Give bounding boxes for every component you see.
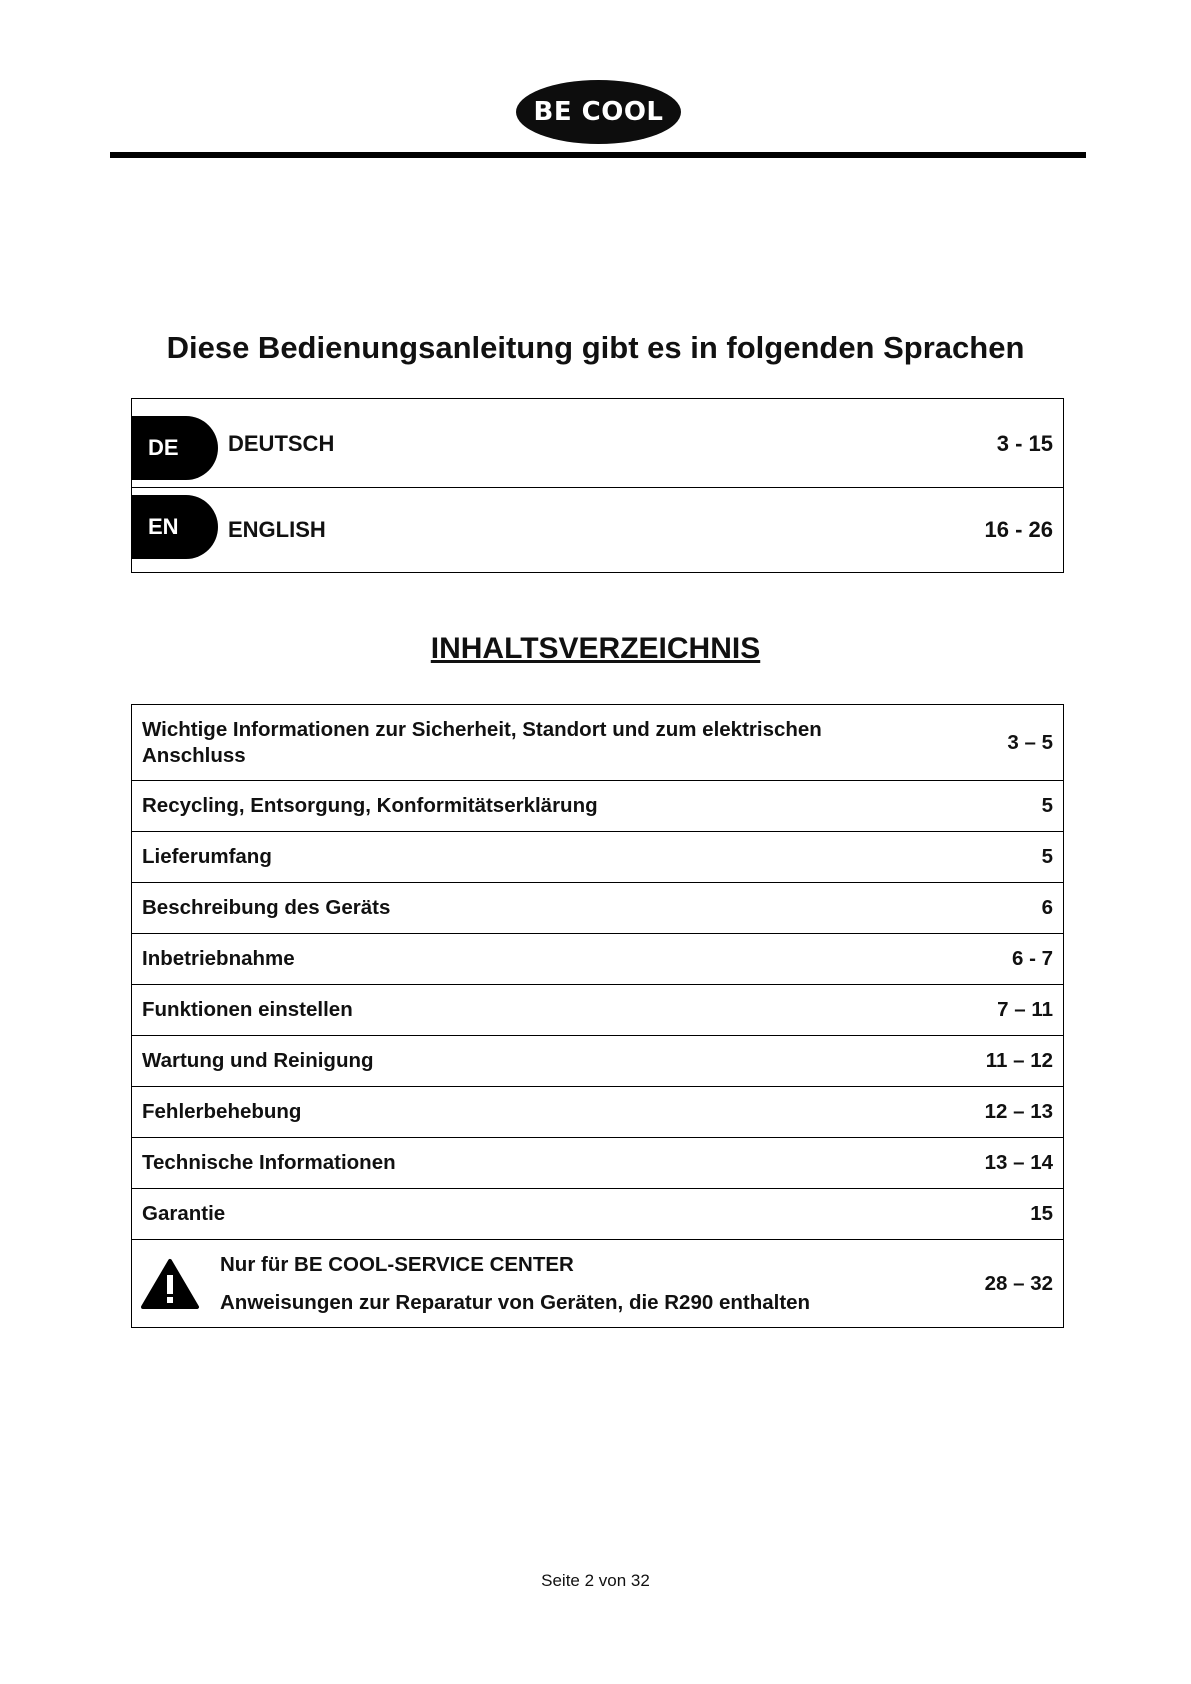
toc-pages: 11 – 12 [985,1049,1053,1072]
header-rule [110,152,1086,158]
toc-title: Recycling, Entsorgung, Konformitätserklärung [142,794,598,817]
language-name-de: DEUTSCH [228,431,335,456]
toc-pages: 15 [1030,1202,1053,1225]
toc-title: Technische Informationen [142,1151,396,1174]
toc-pages: 6 [1041,896,1053,919]
toc-pages: 12 – 13 [984,1100,1053,1123]
toc-pages: 3 – 5 [1007,730,1053,754]
language-badge-de: DE [132,416,218,480]
toc-title: Lieferumfang [142,845,272,868]
toc-pages: 7 – 11 [997,998,1053,1021]
language-pages-en: 16 - 26 [984,517,1053,542]
toc-row [132,705,1063,780]
language-pages-de: 3 - 15 [996,431,1053,456]
toc-title: Inbetriebnahme [142,947,295,970]
toc-row [132,1035,1063,1086]
toc-table [131,704,1064,1328]
toc-row [132,933,1063,984]
warning-icon [132,1258,220,1310]
brand-logo-text: BE COOL [533,97,664,127]
language-name-en: ENGLISH [228,517,326,542]
toc-title: Wartung und Reinigung [142,1049,374,1072]
page-footer: Seite 2 von 32 [541,1571,650,1590]
toc-title: Fehlerbehebung [142,1100,302,1123]
toc-row-service [132,1239,1063,1327]
toc-row [132,780,1063,831]
languages-heading: Diese Bedienungsanleitung gibt es in folgenden Sprachen [166,330,1025,365]
toc-row [132,1188,1063,1239]
service-pages: 28 – 32 [984,1271,1053,1295]
toc-title: Beschreibung des Geräts [142,896,391,919]
language-row-en [132,487,1063,572]
toc-pages: 5 [1041,794,1053,817]
toc-pages: 6 - 7 [1011,947,1053,970]
toc-title: Funktionen einstellen [142,998,353,1021]
language-badge-en: EN [132,495,218,559]
toc-row [132,831,1063,882]
toc-title: Garantie [142,1202,226,1225]
service-line-2: Anweisungen zur Reparatur von Geräten, die R290 enthalten [220,1290,811,1314]
toc-pages: 13 – 14 [984,1151,1053,1174]
toc-row [132,1137,1063,1188]
toc-row [132,1086,1063,1137]
toc-title: Wichtige Informationen zur Sicherheit, Standort und zum elektrischen Anschluss [142,717,822,767]
service-line-1: Nur für BE COOL-SERVICE CENTER [220,1252,574,1276]
toc-pages: 5 [1041,845,1053,868]
toc-heading: INHALTSVERZEICHNIS [430,632,761,665]
toc-row [132,984,1063,1035]
language-row-de [132,399,1063,487]
toc-row [132,882,1063,933]
brand-logo [516,80,681,144]
languages-table [131,398,1064,573]
